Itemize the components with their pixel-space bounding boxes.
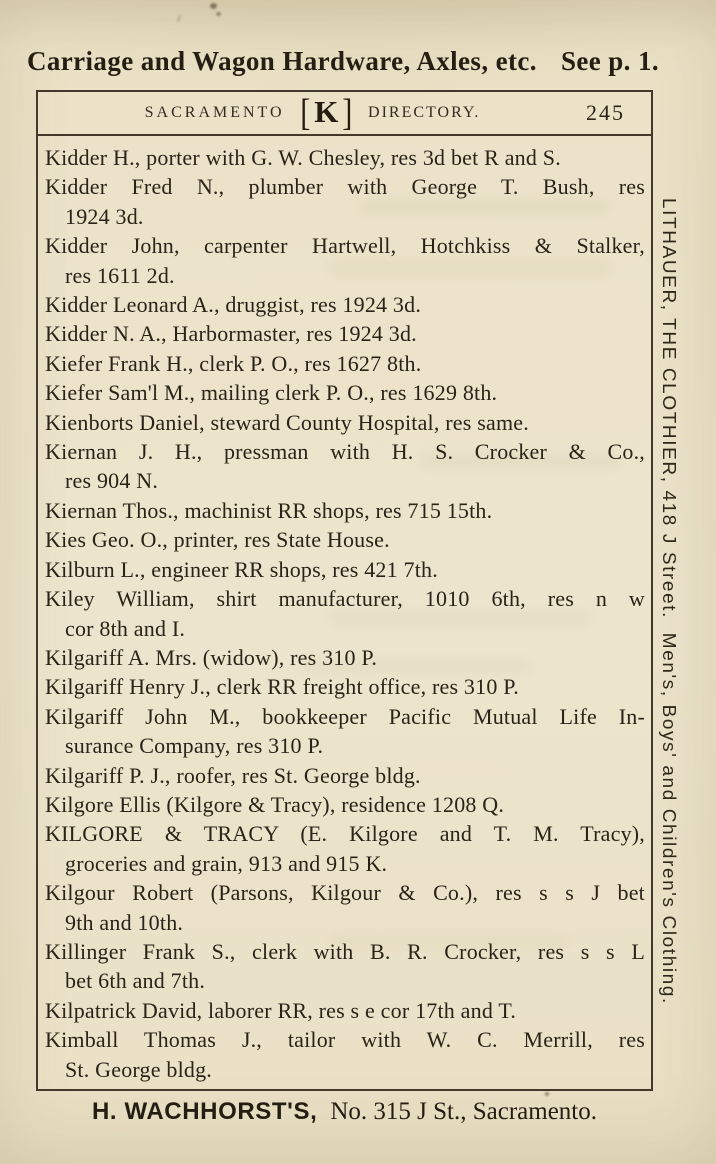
scan-smudge bbox=[216, 12, 221, 16]
entry-line: Kilgariff A. Mrs. (widow), res 310 P. bbox=[45, 644, 378, 670]
header-directory-label: DIRECTORY. bbox=[368, 104, 481, 121]
entry-line: Kiley William, shirt manufacturer, 1010 6th, res n w bbox=[45, 586, 645, 612]
directory-entry bbox=[45, 349, 645, 378]
entry-line: Kilgour Robert (Parsons, Kilgour & Co.), res s s J bet bbox=[45, 880, 645, 906]
sidebar-ad-vertical bbox=[657, 198, 679, 1028]
scan-smudge bbox=[210, 3, 217, 9]
directory-entry bbox=[45, 790, 645, 819]
footer-ad bbox=[36, 1098, 653, 1126]
directory-entry bbox=[45, 878, 645, 937]
directory-entry bbox=[45, 584, 645, 643]
bracket-close-glyph: ] bbox=[342, 92, 353, 134]
entry-line: res 1611 2d. bbox=[65, 262, 175, 288]
footer-ad-name: H. WACHHORST'S, bbox=[91, 1098, 318, 1125]
header-city-label: SACRAMENTO bbox=[144, 104, 285, 121]
running-head-ad-page-ref: See p. 1. bbox=[560, 46, 660, 76]
entry-line: Kidder Leonard A., druggist, res 1924 3d. bbox=[45, 292, 422, 318]
directory-entry bbox=[45, 378, 645, 407]
entry-line: Kidder John, carpenter Hartwell, Hotchkiss & Stalker, bbox=[45, 233, 645, 259]
directory-entry bbox=[45, 996, 645, 1025]
entry-line: Kienborts Daniel, steward County Hospital, res same. bbox=[45, 409, 529, 435]
directory-entry bbox=[45, 143, 645, 172]
directory-entry bbox=[45, 172, 645, 231]
entry-line: groceries and grain, 913 and 915 K. bbox=[65, 850, 388, 876]
directory-entry bbox=[45, 496, 645, 525]
directory-entry bbox=[45, 643, 645, 672]
entry-line: Kidder N. A., Harbormaster, res 1924 3d. bbox=[45, 321, 417, 347]
directory-frame bbox=[36, 90, 653, 1091]
section-letter-badge bbox=[299, 92, 354, 134]
directory-header-title-group bbox=[144, 92, 481, 134]
directory-entry bbox=[45, 672, 645, 701]
entry-line: Kilgariff John M., bookkeeper Pacific Mutual Life In- bbox=[45, 703, 645, 729]
entry-line: 9th and 10th. bbox=[65, 909, 184, 935]
bracket-open-glyph: [ bbox=[299, 92, 310, 134]
directory-entry bbox=[45, 408, 645, 437]
directory-entry bbox=[45, 525, 645, 554]
entry-line: Kimball Thomas J., tailor with W. C. Merrill, res bbox=[45, 1027, 645, 1053]
directory-entry bbox=[45, 761, 645, 790]
directory-entry bbox=[45, 1025, 645, 1084]
sidebar-ad-text: LITHAUER, THE CLOTHIER, 418 J Street. Men's, Boys' and Children's Clothing. bbox=[657, 198, 679, 1005]
running-head-ad bbox=[26, 46, 660, 77]
entry-line: St. George bldg. bbox=[65, 1056, 213, 1082]
entry-line: Kilgariff P. J., roofer, res St. George bldg. bbox=[45, 762, 421, 788]
scan-smudge bbox=[545, 1092, 549, 1096]
directory-entry bbox=[45, 937, 645, 996]
directory-entries-list bbox=[38, 136, 651, 1084]
entry-line: Kilgore Ellis (Kilgore & Tracy), residence 1208 Q. bbox=[45, 791, 505, 817]
entry-line: Killinger Frank S., clerk with B. R. Crocker, res s s L bbox=[45, 938, 645, 964]
directory-entry bbox=[45, 290, 645, 319]
directory-entry bbox=[45, 231, 645, 290]
entry-line: Kiefer Frank H., clerk P. O., res 1627 8th. bbox=[45, 350, 422, 376]
entry-line: Kiernan Thos., machinist RR shops, res 715 15th. bbox=[45, 497, 493, 523]
entry-line: Kilgariff Henry J., clerk RR freight office, res 310 P. bbox=[45, 674, 519, 700]
entry-line: Kidder H., porter with G. W. Chesley, res 3d bet R and S. bbox=[45, 145, 561, 170]
entry-line: Kilburn L., engineer RR shops, res 421 7th. bbox=[45, 556, 438, 582]
scan-smudge bbox=[177, 14, 182, 23]
entry-line: Kies Geo. O., printer, res State House. bbox=[45, 527, 390, 553]
entry-line: bet 6th and 7th. bbox=[65, 968, 206, 994]
entry-line: cor 8th and I. bbox=[65, 615, 186, 641]
directory-entry bbox=[45, 319, 645, 348]
directory-entry bbox=[45, 437, 645, 496]
entry-line: KILGORE & TRACY (E. Kilgore and T. M. Tracy), bbox=[45, 821, 645, 847]
entry-line: Kiefer Sam'l M., mailing clerk P. O., res 1629 8th. bbox=[45, 380, 498, 406]
running-head-ad-text: Carriage and Wagon Hardware, Axles, etc. bbox=[26, 46, 537, 76]
directory-entry bbox=[45, 819, 645, 878]
entry-line: res 904 N. bbox=[65, 468, 159, 494]
directory-entry bbox=[45, 555, 645, 584]
entry-line: 1924 3d. bbox=[65, 203, 144, 229]
directory-header bbox=[38, 92, 651, 136]
entry-line: Kidder Fred N., plumber with George T. Bush, res bbox=[45, 174, 645, 200]
footer-ad-address: No. 315 J St., Sacramento. bbox=[330, 1098, 597, 1125]
section-letter: K bbox=[314, 94, 339, 129]
entry-line: Kiernan J. H., pressman with H. S. Crocker & Co., bbox=[45, 439, 645, 465]
directory-entry bbox=[45, 702, 645, 761]
entry-line: Kilpatrick David, laborer RR, res s e cor 17th and T. bbox=[45, 997, 517, 1023]
entry-line: surance Company, res 310 P. bbox=[65, 733, 324, 759]
page-number: 245 bbox=[586, 100, 625, 125]
